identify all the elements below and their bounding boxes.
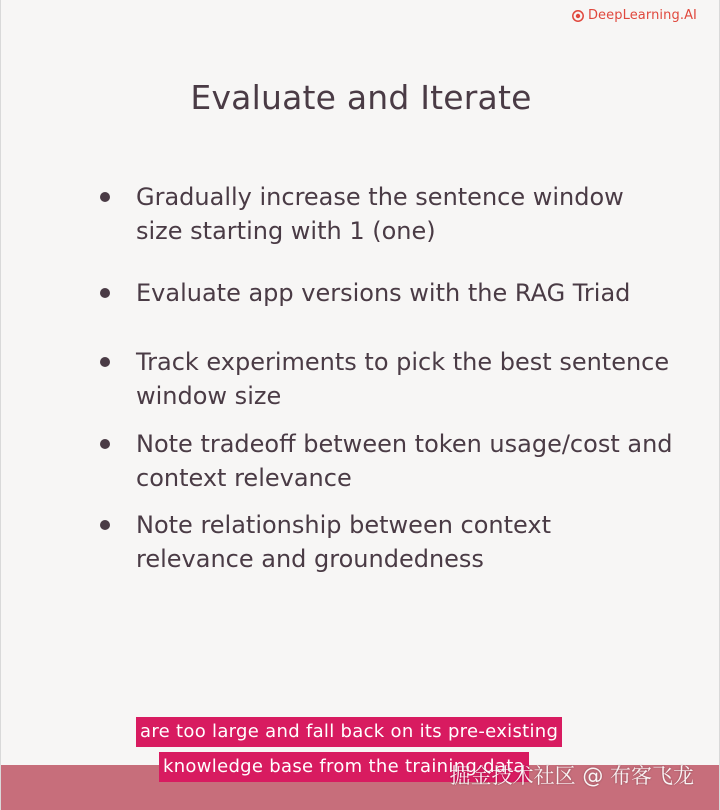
bullet-text: Evaluate app versions with the RAG Triad <box>136 279 631 307</box>
bullet-dot-icon <box>100 439 110 449</box>
brand-name: DeepLearning.AI <box>587 8 697 23</box>
bullet-text: Note tradeoff between token usage/cost and context relevance <box>136 430 673 492</box>
bullet-text: Note relationship between context relevance and groundedness <box>136 511 552 573</box>
bullet-text: Track experiments to pick the best sentence window size <box>136 348 670 410</box>
bullet-dot-icon <box>100 192 110 202</box>
bullet-dot-icon <box>100 357 110 367</box>
bullet-dot-icon <box>100 520 110 530</box>
deeplearning-logo-icon <box>572 10 584 22</box>
subtitle-caption-line-1: are too large and fall back on its pre-existing <box>136 717 562 747</box>
subtitle-caption-line-2: knowledge base from the training data <box>159 752 529 782</box>
bullet-text: Gradually increase the sentence window size starting with 1 (one) <box>136 183 624 245</box>
slide-title: Evaluate and Iterate <box>190 78 532 117</box>
brand-logo <box>572 8 697 23</box>
bullet-dot-icon <box>100 288 110 298</box>
watermark: 掘金技术社区 @ 布客飞龙 <box>449 764 694 788</box>
